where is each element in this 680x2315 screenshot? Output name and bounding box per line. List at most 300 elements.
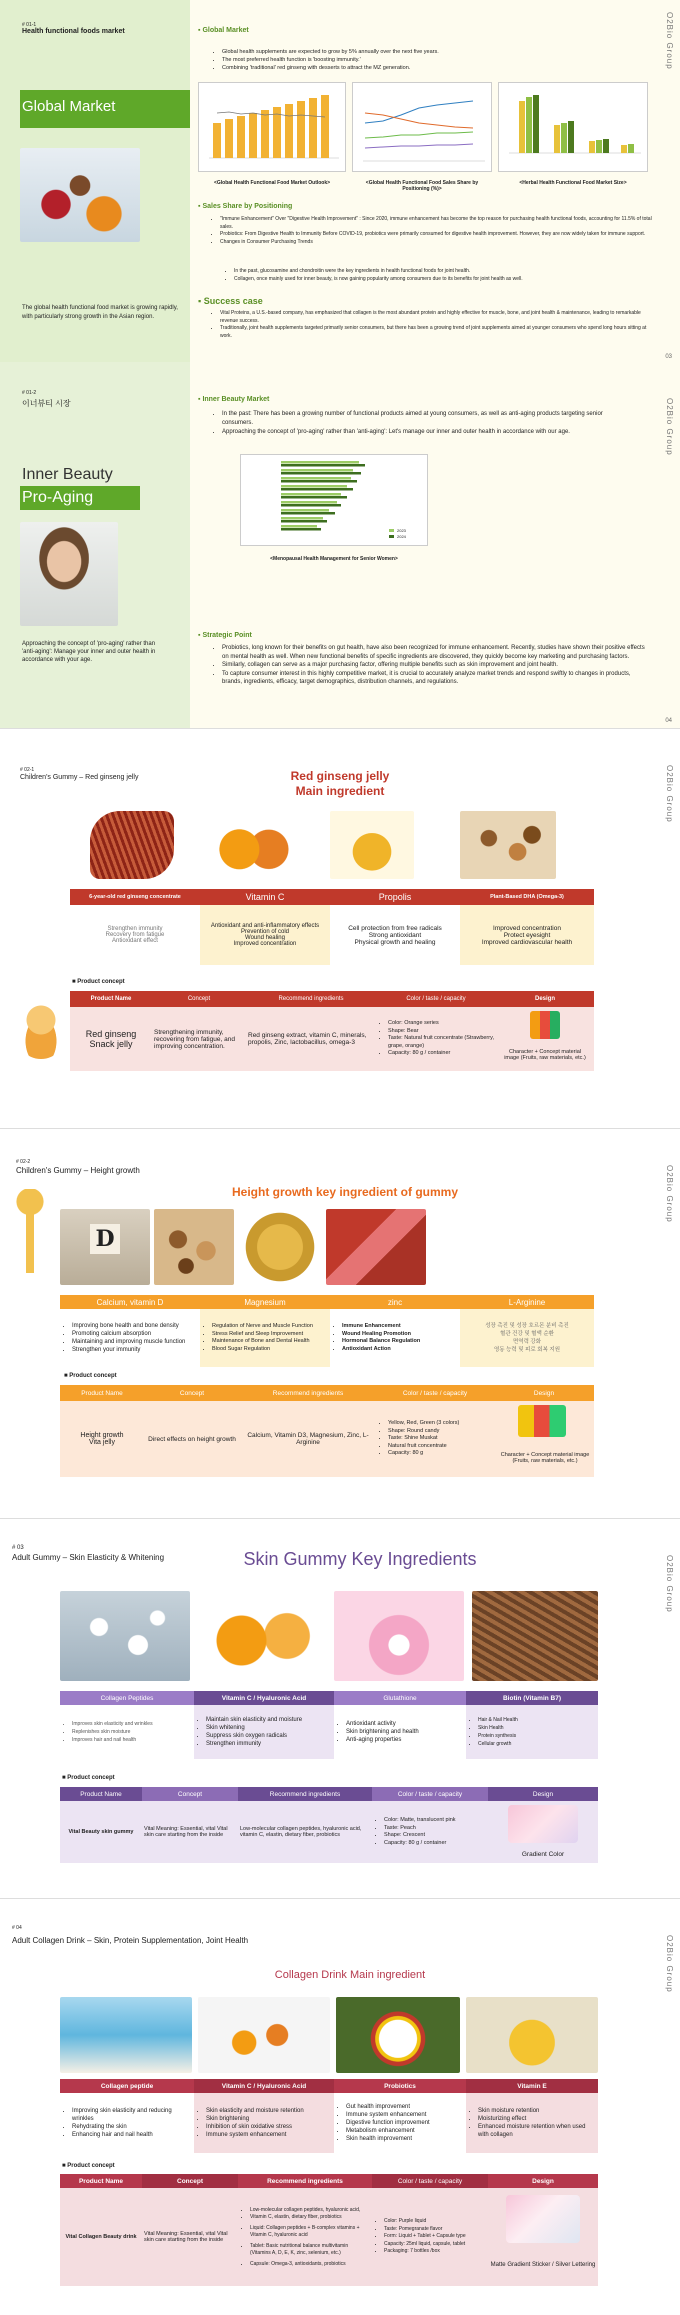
chart-caption: <Global Health Functional Food Sales Share by Positioning (%)> xyxy=(365,180,479,192)
benefit: Strong antioxidant xyxy=(368,931,422,939)
bullet: • In the past, glucosamine and chondroitin were the key ingredients in health functional foods for joint health. xyxy=(234,268,652,276)
global-bullets xyxy=(210,48,610,72)
bullet: • Approaching the concept of 'pro-aging' rather than 'anti-aging': Let's manage our inner and outer health in accordance with our age. xyxy=(222,428,630,437)
bullet: • To capture consumer interest in this highly competitive market, it is crucial to accurately analyze market trends and respond swiftly to changes in products, brands, ingredients, efficacy, target demographics, distribution channels, and regulations. xyxy=(222,670,650,687)
benefit-list xyxy=(62,1720,153,1744)
bullet: • In the past: There has been a growing number of functional products aimed at young consumers, as well as anti-aging products targeting senior consumers. xyxy=(222,410,630,428)
product-ingredients: Calcium, Vitamin D3, Magnesium, Zinc, L-Arginine xyxy=(247,1432,369,1446)
product-color-taste xyxy=(372,2188,488,2286)
benefit: • Skin brightening and health xyxy=(346,1728,419,1736)
spec-list xyxy=(378,1020,494,1058)
ingredient: • Low-molecular collagen peptides, hyaluronic acid, xyxy=(250,2207,370,2214)
product-concept-label: ■ Product concept xyxy=(62,1775,115,1781)
spec: • Color: Orange series xyxy=(388,1020,494,1028)
bullet: • The most preferred health function is 'boosting immunity.' xyxy=(222,56,610,64)
product-ingredients: Low-molecular collagen peptides, hyaluronic acid, vitamin C, elastin, dietary fiber, probiotics xyxy=(240,1826,362,1838)
table-header: Design xyxy=(488,2174,598,2188)
section-title: Children's Gummy – Red ginseng jelly xyxy=(20,774,139,781)
ingredient-benefits xyxy=(330,1309,460,1367)
benefit: • Skin whitening xyxy=(206,1724,302,1732)
ingredient-benefits xyxy=(330,905,460,965)
benefit-list xyxy=(336,1720,419,1744)
serum-drop-photo xyxy=(334,1591,464,1681)
heading-text: Success case xyxy=(203,296,263,306)
benefit: • Stress Relief and Sleep Improvement xyxy=(212,1331,313,1339)
ingredient-header: Biotin (Vitamin B7) xyxy=(466,1691,598,1705)
benefit-list xyxy=(196,2107,304,2139)
legend-swatch xyxy=(389,535,394,538)
bar xyxy=(237,116,245,158)
benefit: • Skin health improvement xyxy=(346,2135,430,2143)
product-design: Gradient Color xyxy=(521,1850,565,1858)
bar xyxy=(561,123,567,153)
slide-global-market xyxy=(0,0,680,362)
benefit: Antioxidant and anti-inflammatory effects xyxy=(210,923,320,929)
benefit: • Wound Healing Promotion xyxy=(342,1331,420,1339)
series-line xyxy=(365,144,473,148)
product-color-taste xyxy=(376,1401,494,1477)
package-image xyxy=(518,1405,566,1437)
spec-list xyxy=(378,1420,459,1458)
benefit: 면역력 강화 xyxy=(512,1339,542,1345)
benefit: • Blood Sugar Regulation xyxy=(212,1346,313,1354)
product-design: Character + Concept material image (Fruits, raw materials, etc.) xyxy=(504,1049,586,1061)
main-title: Height growth key ingredient of gummy xyxy=(231,1185,458,1199)
benefit: • Improves hair and nail health xyxy=(72,1736,153,1744)
ingredient-benefits xyxy=(466,1705,598,1759)
ingredient: • Capsule: Omega-3, antioxidants, probiotics xyxy=(250,2261,370,2268)
product-ingredients: Red ginseng extract, vitamin C, minerals, propolis, Zinc, lactobacillus, omega-3 xyxy=(248,1032,367,1046)
product-concept-label: ■ Product concept xyxy=(72,979,125,985)
grain-photo xyxy=(238,1209,322,1285)
spec: • Taste: Shine Muskat xyxy=(388,1435,459,1443)
table-header: Concept xyxy=(142,1787,238,1801)
ingredient-header: 6-year-old red ginseng concentrate xyxy=(70,889,200,905)
product-color-taste xyxy=(376,1007,496,1071)
main-title xyxy=(240,769,440,799)
bar xyxy=(281,472,361,475)
benefit: • Anti-aging properties xyxy=(346,1736,419,1744)
ingredient-header: Glutathione xyxy=(334,1691,466,1705)
product-name xyxy=(60,1401,144,1477)
spec: • Capacity: 80 g / container xyxy=(384,1840,456,1848)
benefit: • Antioxidant activity xyxy=(346,1720,419,1728)
ingredient-benefits xyxy=(200,905,330,965)
strategic-bullets xyxy=(210,644,650,687)
ingredient-benefits xyxy=(60,2093,194,2153)
oranges-photo xyxy=(196,1591,326,1681)
benefit-list xyxy=(468,2107,596,2139)
product-name: Vital Collagen Beauty drink xyxy=(65,2234,137,2240)
propolis-photo xyxy=(330,811,414,879)
ingredient-benefits xyxy=(200,1309,330,1367)
ingredient-benefits xyxy=(334,1705,466,1759)
table-header: Concept xyxy=(144,1385,240,1401)
chart-sales-share xyxy=(352,82,492,172)
bullet: • Changes in Consumer Purchasing Trends xyxy=(220,239,658,247)
orange-photo xyxy=(210,813,294,879)
bar xyxy=(297,101,305,158)
benefit: • Enhancing hair and nail health xyxy=(72,2131,192,2139)
benefit: • Skin brightening xyxy=(206,2115,304,2123)
benefit: • Cellular growth xyxy=(478,1740,518,1748)
slide-collagen-drink xyxy=(0,1898,680,2315)
section-title: Health functional foods market xyxy=(22,28,125,35)
heading-inner-beauty: ▪ Inner Beauty Market xyxy=(198,396,270,403)
benefit: • Improves skin elasticity and wrinkles xyxy=(72,1720,153,1728)
benefit: • Maintain skin elasticity and moisture xyxy=(206,1716,302,1724)
ingredient-header: L-Arginine xyxy=(460,1295,594,1309)
section-title: Children's Gummy – Height growth xyxy=(16,1166,140,1175)
benefit-list xyxy=(196,1716,302,1748)
benefit: Improved concentration xyxy=(233,941,297,947)
benefit: • Skin moisture retention xyxy=(478,2107,596,2115)
label-text: Product concept xyxy=(77,979,125,985)
spec: • Shape: Crescent xyxy=(384,1832,456,1840)
heading-sales-share: ▪ Sales Share by Positioning xyxy=(198,203,293,210)
slide-height-growth xyxy=(0,1128,680,1518)
ingredient: • Vitamin C, elastin, dietary fiber, probiotics xyxy=(250,2214,370,2221)
name-line: Red ginseng xyxy=(85,1029,137,1039)
sales-subbullets xyxy=(222,268,652,283)
bar xyxy=(281,520,327,523)
ingredient-benefits xyxy=(194,2093,334,2153)
product-design: Character + Concept material image (Fruits, raw materials, etc.) xyxy=(500,1452,590,1464)
product-name: Vital Beauty skin gummy xyxy=(68,1829,134,1835)
spec: • Capacity: 25ml liquid, capsule, tablet xyxy=(384,2241,466,2249)
ingredient-header: Vitamin C / Hyaluronic Acid xyxy=(194,1691,334,1705)
heading-text: Sales Share by Positioning xyxy=(202,203,293,210)
benefit: Antioxidant effect xyxy=(112,938,158,944)
vitamin-food-photo xyxy=(20,148,140,242)
brand-vertical: O2Bio Group xyxy=(665,1935,674,1993)
slide-inner-beauty xyxy=(0,362,680,728)
benefit: • Metabolism enhancement xyxy=(346,2127,430,2135)
spec: • Color: Purple liquid xyxy=(384,2218,466,2226)
table-header: Concept xyxy=(152,991,246,1007)
label-text: Product concept xyxy=(67,2163,115,2169)
package-image xyxy=(530,1011,560,1039)
mixed-nuts-photo xyxy=(154,1209,234,1285)
ingredient: • Liquid: Collagen peptides + B-complex vitamins + Vitamin C, hyaluronic acid xyxy=(250,2225,370,2239)
spec: • Capacity: 80 g / container xyxy=(388,1050,494,1058)
bar xyxy=(213,123,221,158)
section-title: Adult Gummy – Skin Elasticity & Whitening xyxy=(12,1553,165,1562)
left-title2: Pro-Aging xyxy=(22,489,94,506)
inner-bullets xyxy=(210,410,630,437)
section-number: # 02-2 xyxy=(16,1159,31,1165)
left-title: Inner Beauty xyxy=(22,466,113,483)
benefit: • Maintaining and improving muscle function xyxy=(72,1338,185,1346)
ingredient-header: Calcium, vitamin D xyxy=(60,1295,200,1309)
product-design: Matte Gradient Sticker / Silver Lettering xyxy=(490,2262,596,2268)
benefit: • Skin Health xyxy=(478,1724,518,1732)
red-ginseng-photo xyxy=(90,811,174,879)
left-description: Approaching the concept of 'pro-aging' rather than 'anti-aging': Manage your inner and outer health in accordance with your age. xyxy=(22,641,156,663)
drink-splash-photo xyxy=(60,1997,192,2073)
table-header: Color / taste / capacity xyxy=(376,1385,494,1401)
ingredient-header: Plant-Based DHA (Omega-3) xyxy=(460,889,594,905)
table-header: Recommend ingredients xyxy=(240,1385,376,1401)
legend-swatch xyxy=(389,529,394,532)
chart-menopausal-health xyxy=(240,454,428,546)
benefit: Prevention of cold xyxy=(240,929,290,935)
benefit: • Immune system enhancement xyxy=(346,2111,430,2119)
table-header: Concept xyxy=(142,2174,238,2188)
line-chart xyxy=(353,83,493,173)
benefit: • Replenishes skin moisture xyxy=(72,1728,153,1736)
benefit: • Gut health improvement xyxy=(346,2103,430,2111)
benefit: 영동 능력 및 피로 회복 지원 xyxy=(493,1347,561,1353)
benefit: Improved cardiovascular health xyxy=(481,938,573,946)
spec: • Form: Liquid + Tablet + Capsule type xyxy=(384,2233,466,2241)
benefit: • Immune Enhancement xyxy=(342,1323,420,1331)
ingredient-header: Collagen Peptides xyxy=(60,1691,194,1705)
table-header: Recommend ingredients xyxy=(238,1787,372,1801)
bar xyxy=(281,461,359,464)
benefit: • Improving bone health and bone density xyxy=(72,1322,185,1330)
table-header: Design xyxy=(494,1385,594,1401)
table-header: Product Name xyxy=(70,991,152,1007)
bullet: • Similarly, collagen can serve as a major purchasing factor, offering multiple benefits such as skin improvement and joint health. xyxy=(222,661,650,670)
bar xyxy=(281,485,347,488)
ingredient-header: Collagen peptide xyxy=(60,2079,194,2093)
benefit: • Strengthen immunity xyxy=(206,1740,302,1748)
spec: • Taste: Pomegranate flavor xyxy=(384,2226,466,2234)
spec: • Natural fruit concentrate xyxy=(388,1443,459,1451)
bar xyxy=(554,125,560,153)
benefit: • Moisturizing effect xyxy=(478,2115,596,2123)
left-title: Global Market xyxy=(22,98,116,115)
title-line: Main ingredient xyxy=(295,784,385,798)
benefit-list xyxy=(332,1323,420,1353)
product-ingredients xyxy=(238,2188,372,2286)
benefit: • Hormonal Balance Regulation xyxy=(342,1338,420,1346)
tile-letter: D xyxy=(90,1224,120,1254)
table-header: Color / taste / capacity xyxy=(372,2174,488,2188)
heading-global-market: ▪ Global Market xyxy=(198,27,249,34)
woman-eating-photo xyxy=(20,522,118,626)
hair-photo xyxy=(472,1591,598,1681)
drink-package-image xyxy=(506,2195,580,2243)
bullet: • Traditionally, joint health supplements targeted primarily senior consumers, but there has been a growing trend of joint supplements aimed at younger consumers who spend long hours sitting at work. xyxy=(220,325,658,340)
bar xyxy=(309,98,317,158)
bar xyxy=(281,525,317,528)
spec: • Capacity: 80 g xyxy=(388,1450,459,1458)
chart-market-outlook xyxy=(198,82,346,172)
ingredient-benefits xyxy=(60,1705,194,1759)
benefit: • Protein synthesis xyxy=(478,1732,518,1740)
table-header: Design xyxy=(488,1787,598,1801)
meat-photo xyxy=(326,1209,426,1285)
section-title: Adult Collagen Drink – Skin, Protein Supplementation, Joint Health xyxy=(12,1936,249,1945)
spec: • Shape: Round candy xyxy=(388,1428,459,1436)
section-number: # 01-2 xyxy=(22,390,37,396)
bar xyxy=(589,141,595,153)
benefit-list xyxy=(336,2103,430,2143)
chart-caption: <Menopausal Health Management for Senior Women> xyxy=(270,556,398,562)
bar xyxy=(225,119,233,158)
series-line xyxy=(365,132,473,138)
benefit: • Regulation of Nerve and Muscle Function xyxy=(212,1323,313,1331)
ingredient-benefits xyxy=(60,1309,200,1367)
bar xyxy=(281,493,341,496)
benefit: • Digestive function improvement xyxy=(346,2119,430,2127)
bar xyxy=(281,496,347,499)
tiger-mascot-icon xyxy=(14,999,68,1059)
name-line: Vita jelly xyxy=(89,1439,115,1446)
benefit: Wound healing xyxy=(245,935,285,941)
main-title: Collagen Drink Main ingredient xyxy=(274,1969,426,1981)
spec-list xyxy=(374,2218,466,2256)
ingredient-header: Vitamin C / Hyaluronic Acid xyxy=(194,2079,334,2093)
bullet: • Global health supplements are expected to grow by 5% annually over the next five years. xyxy=(222,48,610,56)
table-header: Product Name xyxy=(60,1385,144,1401)
ingredient-header: Propolis xyxy=(330,889,460,905)
bar xyxy=(281,477,351,480)
ingredient-header: Vitamin E xyxy=(466,2079,598,2093)
spec: • Shape: Bear xyxy=(388,1028,494,1036)
benefit: 혈관 건강 및 혈액 순환 xyxy=(500,1331,554,1337)
bar-line-chart xyxy=(199,83,347,173)
benefit: • Hair & Nail Health xyxy=(478,1716,518,1724)
bar xyxy=(281,501,337,504)
spec: • Taste: Peach xyxy=(384,1825,456,1833)
benefit: Cell protection from free radicals xyxy=(348,924,442,932)
benefit: • Enhanced moisture retention when used with collagen xyxy=(478,2123,596,2139)
series-line xyxy=(365,101,473,123)
benefit: 성장 촉진 및 성장 호르몬 분비 촉진 xyxy=(485,1323,569,1329)
bullet: • Collagen, once mainly used for inner beauty, is now gaining popularity among consumers due to its benefits for joint health as well. xyxy=(234,276,652,284)
slide-skin-gummy xyxy=(0,1518,680,1898)
heading-strategic-point: ▪ Strategic Point xyxy=(198,632,252,639)
name-line: Height growth xyxy=(80,1432,124,1439)
spec: • Packaging: 7 bottles /box xyxy=(384,2248,466,2256)
ingredient-header: Vitamin C xyxy=(200,889,330,905)
bullet: • Probiotics, long known for their benefits on gut health, have also been recognized for immune enhancement. Recently, studies have shown their positive effects on mental health as well. When new functional benefits of specific ingredients are discovered, they quickly become key marketing and purchasing factors. xyxy=(222,644,650,661)
brand-vertical: O2Bio Group xyxy=(665,12,674,70)
benefit: • Maintenance of Bone and Dental Health xyxy=(212,1338,313,1346)
heading-text: Strategic Point xyxy=(202,632,252,639)
ingredient-benefits xyxy=(334,2093,466,2153)
ingredient-header: Magnesium xyxy=(200,1295,330,1309)
page-number: 03 xyxy=(665,354,672,360)
section-title: 이너뷰티 시장 xyxy=(22,399,71,408)
bar xyxy=(603,139,609,153)
bar xyxy=(281,517,323,520)
bar xyxy=(281,512,335,515)
benefit: Physical growth and healing xyxy=(354,938,436,946)
section-number: # 02-1 xyxy=(20,767,35,773)
spec: • Yellow, Red, Green (3 colors) xyxy=(388,1420,459,1428)
brand-vertical: O2Bio Group xyxy=(665,765,674,823)
benefit: Protect eyesight xyxy=(503,931,551,939)
benefit: Strengthen immunity xyxy=(107,926,163,932)
giraffe-mascot-icon xyxy=(14,1189,46,1273)
heading-text: Global Market xyxy=(202,27,249,34)
bar xyxy=(568,121,574,153)
nuts-photo xyxy=(460,811,556,879)
benefit: • Suppress skin oxygen radicals xyxy=(206,1732,302,1740)
trend-line xyxy=(217,112,325,117)
benefit: • Rehydrating the skin xyxy=(72,2123,192,2131)
benefit: • Strengthen your immunity xyxy=(72,1346,185,1354)
section-number: # 01-1 xyxy=(22,22,37,28)
bar xyxy=(281,528,321,531)
benefit: • Skin elasticity and moisture retention xyxy=(206,2107,304,2115)
table-header: Color / taste / capacity xyxy=(376,991,496,1007)
bar xyxy=(596,140,602,153)
bar xyxy=(281,469,353,472)
ingredient-benefits xyxy=(194,1705,334,1759)
bar xyxy=(281,480,357,483)
benefit-list xyxy=(468,1716,518,1748)
section-number: # 04 xyxy=(12,1925,22,1931)
ingredient: • Tablet: Basic nutritional balance multivitamin (Vitamins A, D, E, K, zinc, selenium, etc.) xyxy=(250,2243,370,2257)
slide-red-ginseng-jelly xyxy=(0,728,680,1128)
ingredient-benefits xyxy=(460,905,594,965)
heading-text: Inner Beauty Market xyxy=(202,396,270,403)
sales-bullets xyxy=(208,216,658,246)
ingredient-benefits xyxy=(460,1309,594,1367)
benefit: • Promoting calcium absorption xyxy=(72,1330,185,1338)
benefit: • Antioxidant Action xyxy=(342,1346,420,1354)
spec: • Taste: Natural fruit concentrate (Strawberry, grape, orange) xyxy=(388,1035,494,1050)
benefit-list xyxy=(202,1323,313,1353)
product-concept-label: ■ Product concept xyxy=(64,1373,117,1379)
product-concept: Strengthening immunity, recovering from fatigue, and improving concentration. xyxy=(154,1028,235,1050)
success-bullets xyxy=(208,310,658,340)
bar xyxy=(261,110,269,158)
section-number: # 03 xyxy=(12,1545,24,1551)
label-text: Product concept xyxy=(69,1373,117,1379)
capsules-photo xyxy=(198,1997,330,2073)
brand-vertical: O2Bio Group xyxy=(665,398,674,456)
bar xyxy=(628,144,634,153)
bar xyxy=(533,95,539,153)
table-header: Color / taste / capacity xyxy=(372,1787,488,1801)
table-header: Product Name xyxy=(60,2174,142,2188)
bar xyxy=(526,97,532,153)
ingredient-list xyxy=(240,2207,370,2268)
bar xyxy=(519,101,525,153)
ingredient-benefits xyxy=(70,905,200,965)
product-color-taste xyxy=(372,1801,488,1863)
page-number: 04 xyxy=(665,718,672,724)
benefit: • Improving skin elasticity and reducing wrinkles xyxy=(72,2107,192,2123)
title-line: Red ginseng jelly xyxy=(290,769,390,783)
water-drops-photo xyxy=(60,1591,190,1681)
chart-caption: <Global Health Functional Food Market Outlook> xyxy=(213,180,331,186)
bar xyxy=(285,104,293,158)
benefit: Recovery from fatigue xyxy=(105,932,165,938)
oil-photo xyxy=(466,1997,598,2073)
table-header: Recommend ingredients xyxy=(238,2174,372,2188)
product-concept: Direct effects on height growth xyxy=(148,1435,236,1443)
yogurt-bowl-photo xyxy=(336,1997,460,2073)
bar xyxy=(281,509,329,512)
main-title: Skin Gummy Key Ingredients xyxy=(243,1549,477,1569)
product-concept: Vital Meaning: Essential, vital Vital skin care starting from the inside xyxy=(144,1826,228,1838)
benefit-list xyxy=(62,2107,192,2139)
bar xyxy=(281,504,341,507)
ingredient-header: zinc xyxy=(330,1295,460,1309)
brand-vertical: O2Bio Group xyxy=(665,1165,674,1223)
gummy-package-image xyxy=(508,1805,578,1843)
bar xyxy=(281,464,365,467)
legend-label: 2024 xyxy=(397,534,406,539)
product-name xyxy=(70,1007,152,1071)
